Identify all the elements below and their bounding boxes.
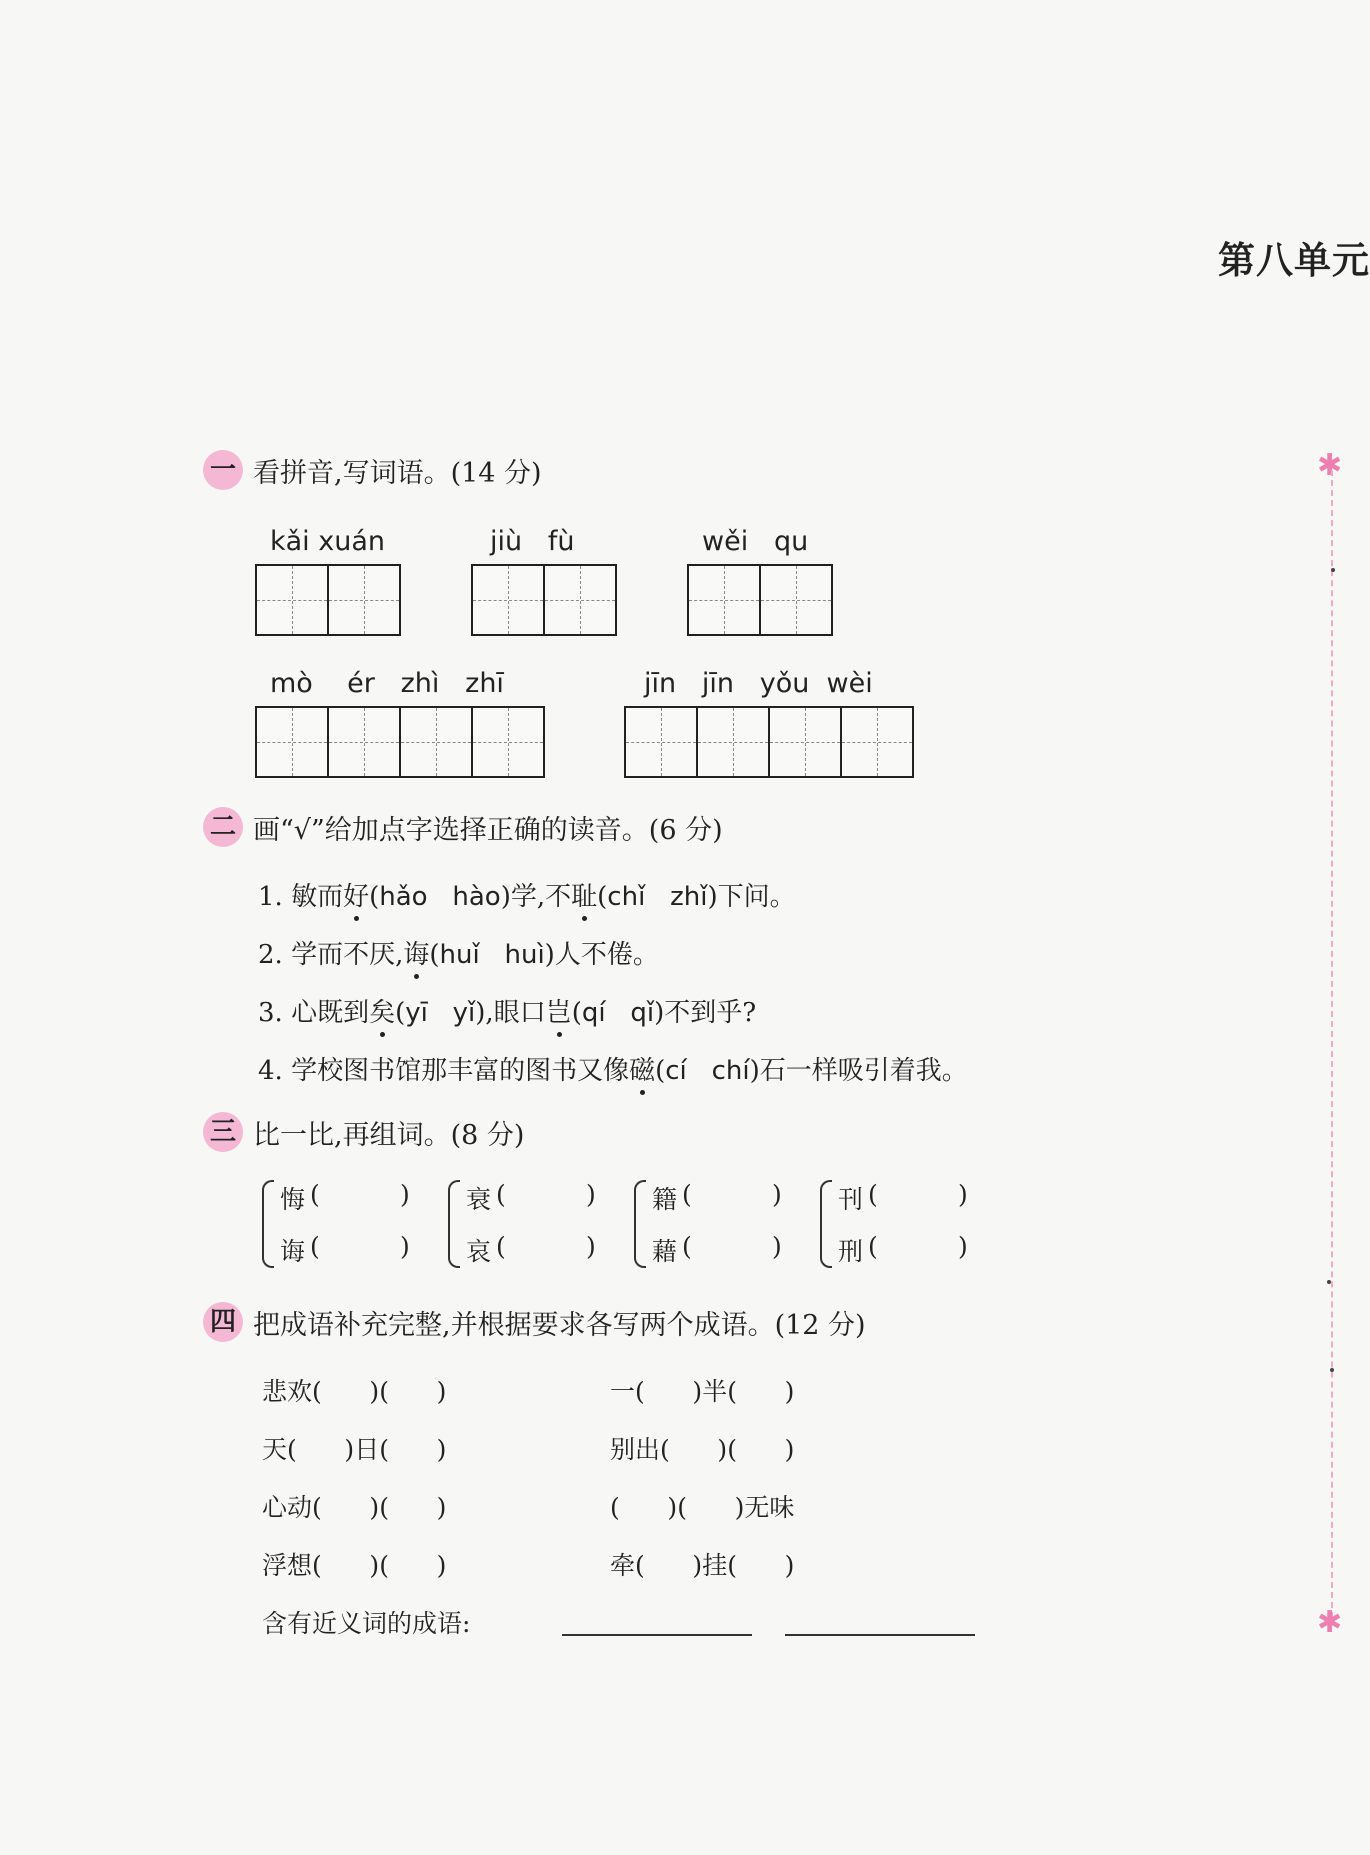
dotted-char: 耻 [571, 882, 598, 912]
answer-line[interactable] [785, 1632, 975, 1636]
brace-icon [262, 1180, 274, 1268]
compare-pairs [262, 1180, 978, 1268]
q2-line-3: 3. 心既到矣(yī yǐ),眼口岂(qí qǐ)不到乎? [258, 998, 757, 1028]
dotted-char: 磁 [629, 1056, 656, 1086]
pinyin-options[interactable]: yī yǐ [405, 998, 476, 1028]
section-3-title: 比一比,再组词。(8 分) [253, 1119, 525, 1151]
brace-icon [634, 1180, 646, 1268]
pinyin-label: kǎi xuán [270, 526, 386, 557]
pinyin-options[interactable]: qí qǐ [581, 998, 655, 1028]
writing-grid[interactable] [624, 706, 914, 778]
idiom-item[interactable]: 天( )日( ) [262, 1435, 447, 1464]
pinyin-options[interactable]: cí chí [665, 1056, 750, 1086]
writing-grid[interactable] [471, 564, 617, 636]
margin-mark [1330, 1368, 1334, 1372]
pinyin-options[interactable]: hǎo hào [379, 882, 501, 912]
section-4-title: 把成语补充完整,并根据要求各写两个成语。(12 分) [253, 1309, 866, 1341]
answer-line[interactable] [562, 1632, 752, 1636]
writing-grid[interactable] [255, 564, 401, 636]
writing-grid[interactable] [687, 564, 833, 636]
dotted-char: 好 [343, 882, 370, 912]
section-3-heading [203, 1112, 524, 1152]
asterisk-bottom-icon: ✱ [1317, 1605, 1343, 1640]
section-2-title: 画“√”给加点字选择正确的读音。(6 分) [253, 814, 723, 846]
section-2-badge: 二 [203, 807, 243, 847]
dashed-margin-line [1331, 470, 1333, 1618]
synonym-label: 含有近义词的成语: [262, 1609, 471, 1638]
q2-line-2: 2. 学而不厌,诲(huǐ huì)人不倦。 [258, 940, 659, 970]
compare-pair: 刊 ( ) 刑 ( ) [820, 1180, 978, 1268]
brace-icon [448, 1180, 460, 1268]
section-4-badge: 四 [203, 1302, 243, 1342]
idiom-item[interactable]: 一( )半( ) [610, 1377, 795, 1406]
pinyin-options[interactable]: chǐ zhǐ [607, 882, 708, 912]
writing-grid[interactable] [255, 706, 545, 778]
margin-mark [1327, 1280, 1331, 1284]
dotted-char: 诲 [403, 940, 430, 970]
pinyin-label: mò ér zhì zhī [270, 668, 504, 699]
pinyin-label: jīn jīn yǒu wèi [644, 668, 873, 699]
q2-line-4: 4. 学校图书馆那丰富的图书又像磁(cí chí)石一样吸引着我。 [258, 1056, 968, 1086]
section-4-heading [203, 1302, 866, 1342]
section-2-heading [203, 807, 723, 847]
pinyin-label: wěi qu [702, 526, 809, 557]
asterisk-top-icon: ✱ [1317, 448, 1343, 483]
q2-line-1: 1. 敏而好(hǎo hào)学,不耻(chǐ zhǐ)下问。 [258, 882, 796, 912]
idiom-item[interactable]: 悲欢( )( ) [262, 1377, 447, 1406]
compare-pair: 悔 ( ) 诲 ( ) [262, 1180, 420, 1268]
section-3-badge: 三 [203, 1112, 243, 1152]
section-1-heading [203, 450, 542, 490]
section-1-title: 看拼音,写词语。(14 分) [253, 457, 542, 489]
idiom-item[interactable]: 牵( )挂( ) [610, 1551, 795, 1580]
compare-pair: 衰 ( ) 哀 ( ) [448, 1180, 606, 1268]
idiom-item[interactable]: 别出( )( ) [610, 1435, 795, 1464]
pinyin-label: jiù fù [490, 526, 575, 557]
dotted-char: 岂 [545, 998, 572, 1028]
section-1-badge: 一 [203, 450, 243, 490]
idiom-item[interactable]: 浮想( )( ) [262, 1551, 447, 1580]
pinyin-options[interactable]: huǐ huì [439, 940, 545, 970]
idiom-item[interactable]: 心动( )( ) [262, 1493, 447, 1522]
margin-mark [1331, 568, 1335, 572]
brace-icon [820, 1180, 832, 1268]
dotted-char: 矣 [369, 998, 396, 1028]
unit-title: 第八单元 [1218, 239, 1370, 282]
compare-pair: 籍 ( ) 藉 ( ) [634, 1180, 792, 1268]
idiom-item[interactable]: ( )( )无味 [610, 1493, 795, 1522]
